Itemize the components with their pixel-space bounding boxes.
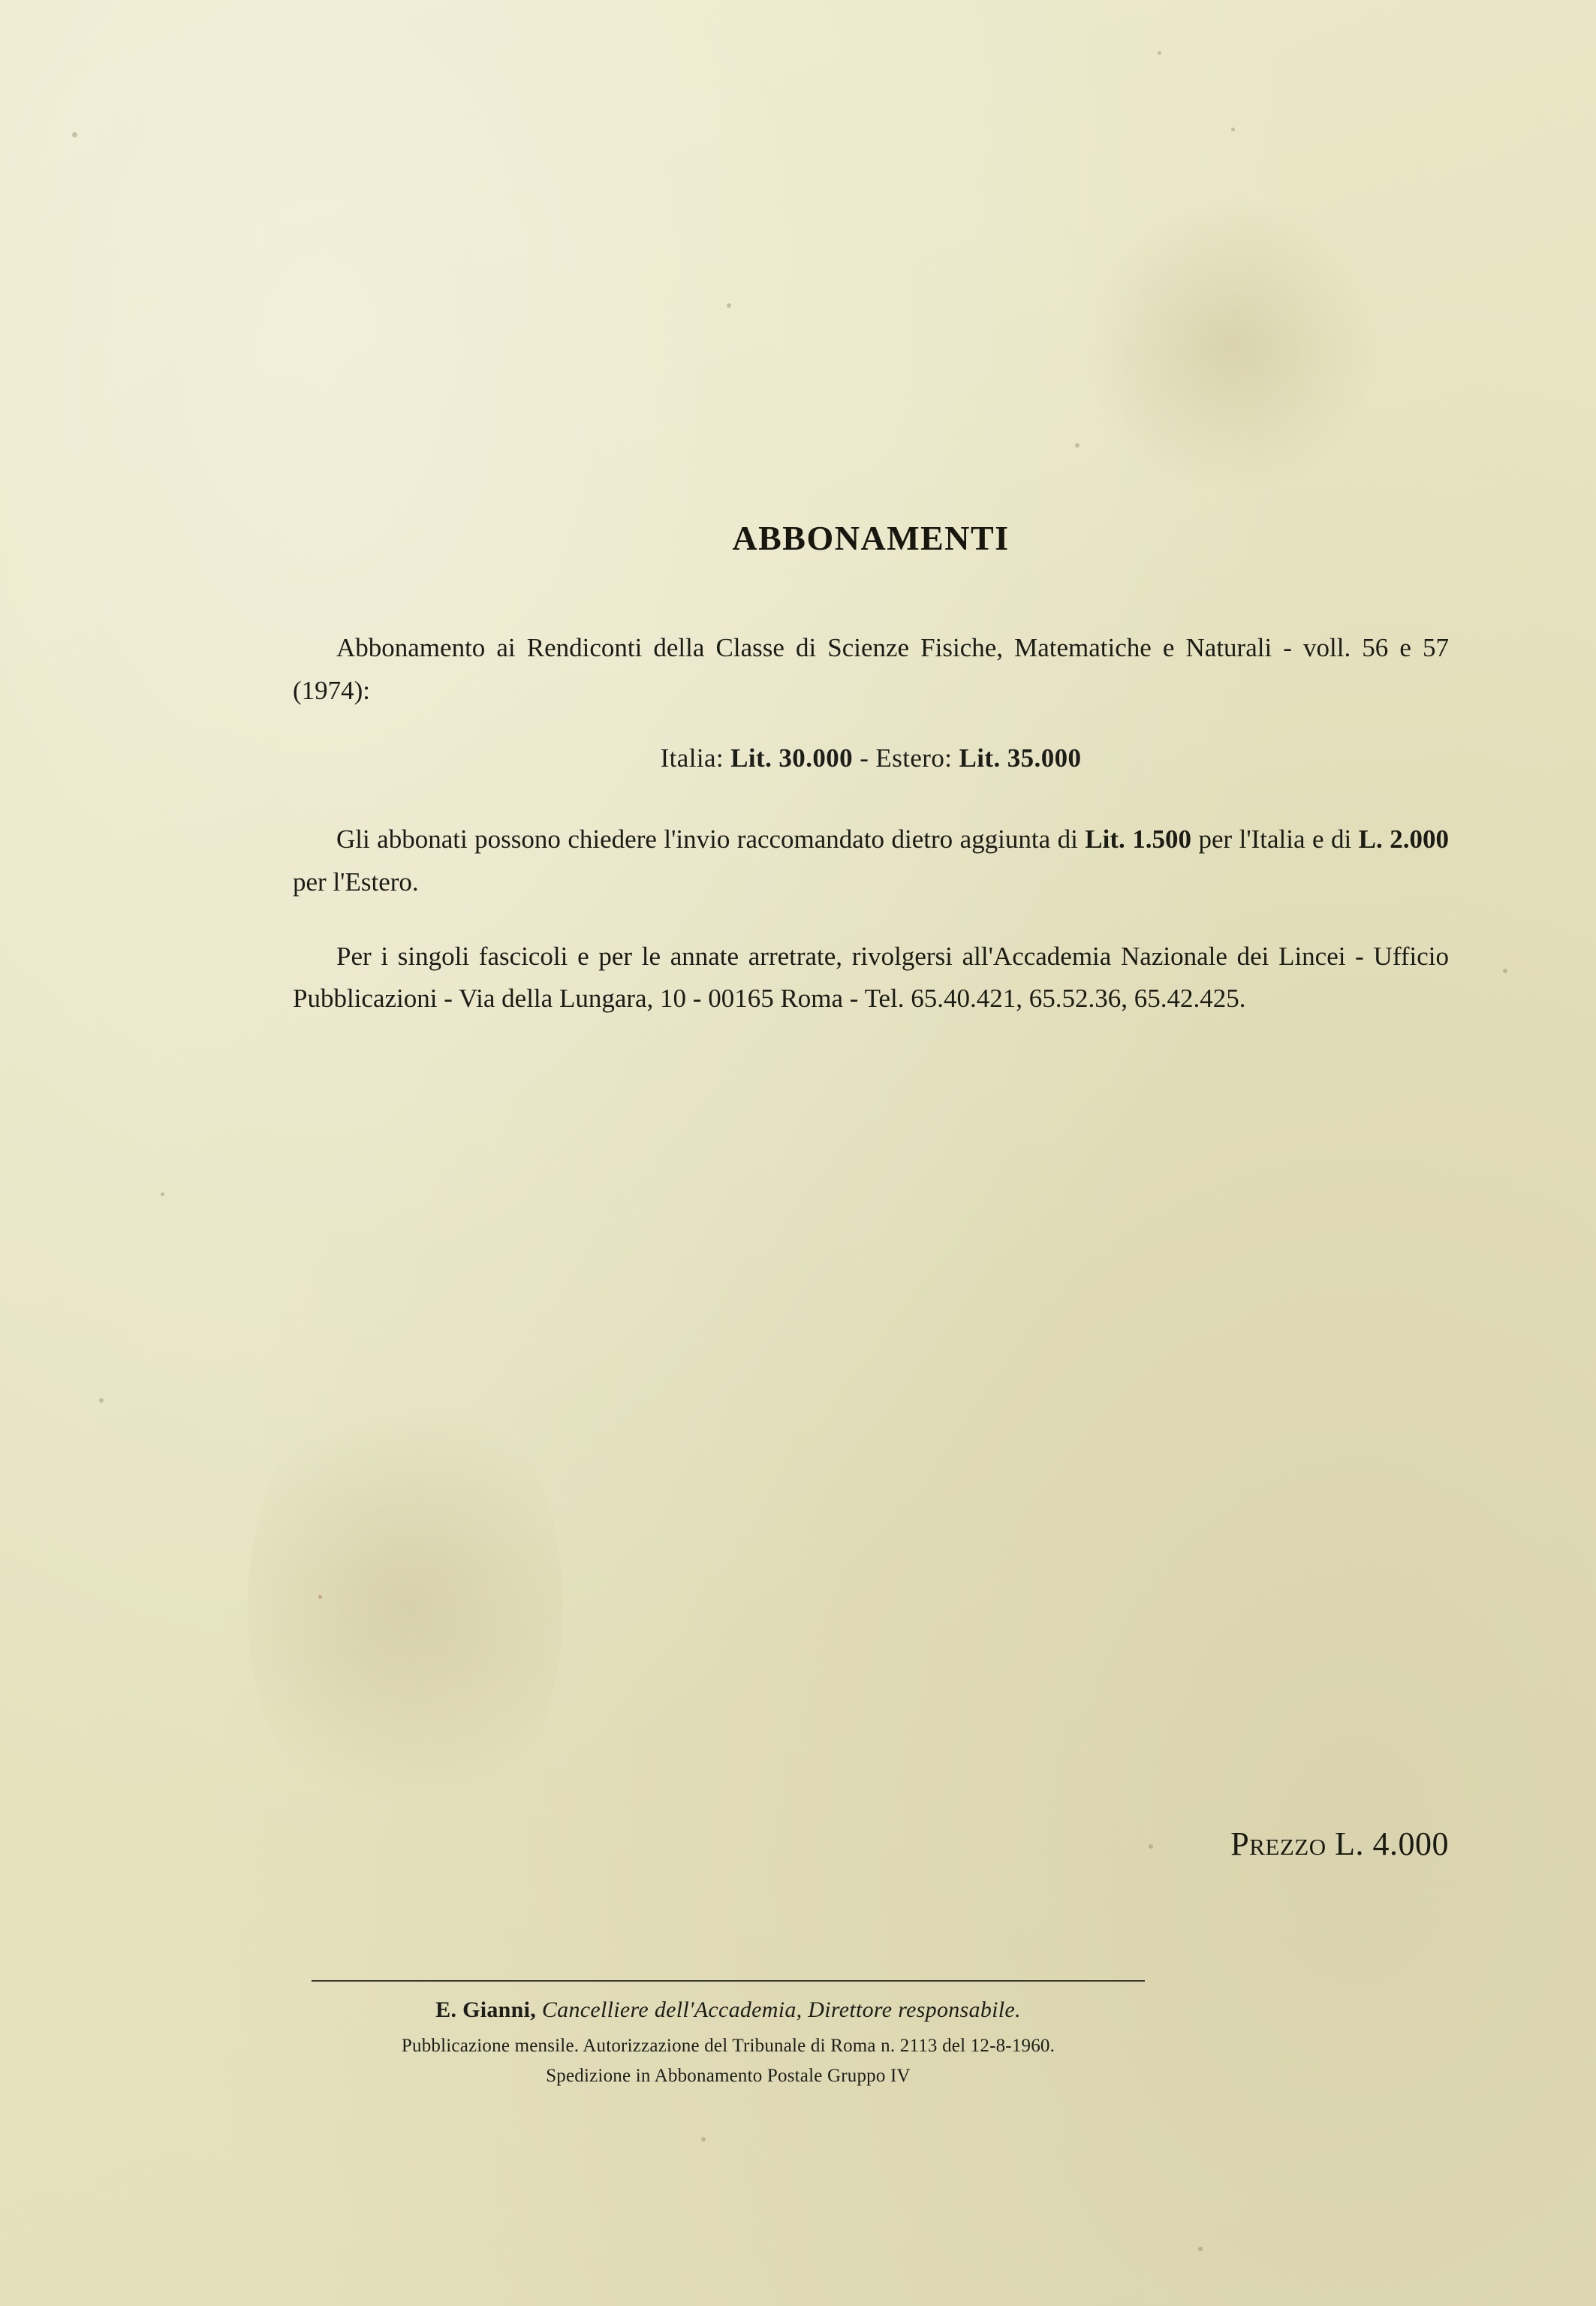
paper-speck <box>318 1595 322 1599</box>
paper-speck <box>99 1398 104 1403</box>
paper-speck <box>1075 443 1080 448</box>
colophon-editor-role: Cancelliere dell'Accademia, Direttore responsabile. <box>541 1997 1021 2022</box>
paper-speck <box>1503 969 1507 973</box>
cover-price <box>0 1825 1449 1863</box>
paragraph-subscription-intro: Abbonamento ai Rendiconti della Classe di Scienze Fisiche, Matematiche e Naturali - voll. 56 e 57 (1974): <box>293 633 1449 705</box>
document-body <box>293 518 1449 1052</box>
paper-stain <box>1089 188 1374 503</box>
cover-price-label: Prezzo <box>1230 1825 1326 1862</box>
paragraph-registered-mail: Gli abbonati possono chiedere l'invio raccomandato dietro aggiunta di Lit. 1.500 per l'Italia e di L. 2.000 per l'Estero. <box>293 824 1449 897</box>
price-abroad-value: Lit. 35.000 <box>959 743 1082 773</box>
colophon-postal: Spedizione in Abbonamento Postale Gruppo IV <box>546 2065 911 2086</box>
paper-speck <box>727 303 731 308</box>
colophon-editor-name: E. Gianni, <box>435 1997 537 2022</box>
paper-speck <box>1198 2247 1203 2251</box>
price-line <box>293 743 1449 773</box>
colophon-authorization: Pubblicazione mensile. Autorizzazione del Tribunale di Roma n. 2113 del 12-8-1960. <box>401 2036 1055 2056</box>
price-italy-value: Lit. 30.000 <box>730 743 854 773</box>
horizontal-rule <box>312 1980 1145 1982</box>
paper-speck <box>1158 51 1161 55</box>
page-title: ABBONAMENTI <box>732 519 1010 557</box>
colophon <box>225 1997 1231 2090</box>
price-separator: - <box>860 743 869 773</box>
paragraph-back-issues: Per i singoli fascicoli e per le annate arretrate, rivolgersi all'Accademia Nazionale dei Lincei - Ufficio Pubblicazioni - Via della Lungara, 10 - 00165 Roma - Tel. 65.40.421, 65.52.36, 65.42.425. <box>293 941 1449 1014</box>
paper-speck <box>701 2137 706 2142</box>
paper-speck <box>1231 128 1235 131</box>
cover-price-amount: L. 4.000 <box>1335 1825 1449 1862</box>
colophon-editor <box>225 1997 1231 2023</box>
paper-speck <box>161 1192 164 1196</box>
paper-stain <box>248 1367 563 1847</box>
paper-speck <box>72 132 77 137</box>
price-italy-label: Italia: <box>660 743 724 773</box>
price-abroad-label: Estero: <box>875 743 953 773</box>
